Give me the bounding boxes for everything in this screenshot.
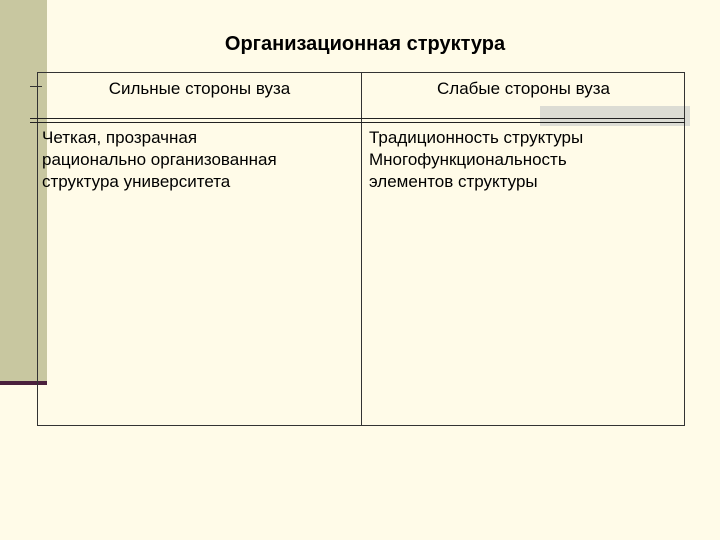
weakness-line: Традиционность структуры [369, 128, 584, 147]
weakness-line: элементов структуры [369, 172, 538, 191]
header-weaknesses: Слабые стороны вуза [437, 79, 610, 98]
header-separator-rule [30, 118, 685, 123]
strengths-cell [42, 127, 354, 193]
header-strengths: Сильные стороны вуза [108, 79, 291, 98]
weakness-line: Многофункциональность [369, 150, 567, 169]
column-divider [361, 73, 362, 425]
strength-line: рационально организованная [42, 150, 277, 169]
slide-title: Организационная структура [224, 33, 506, 55]
weaknesses-cell [369, 127, 681, 193]
strength-line: Четкая, прозрачная [42, 128, 198, 147]
comparison-table [37, 72, 685, 426]
strength-line: структура университета [42, 172, 231, 191]
